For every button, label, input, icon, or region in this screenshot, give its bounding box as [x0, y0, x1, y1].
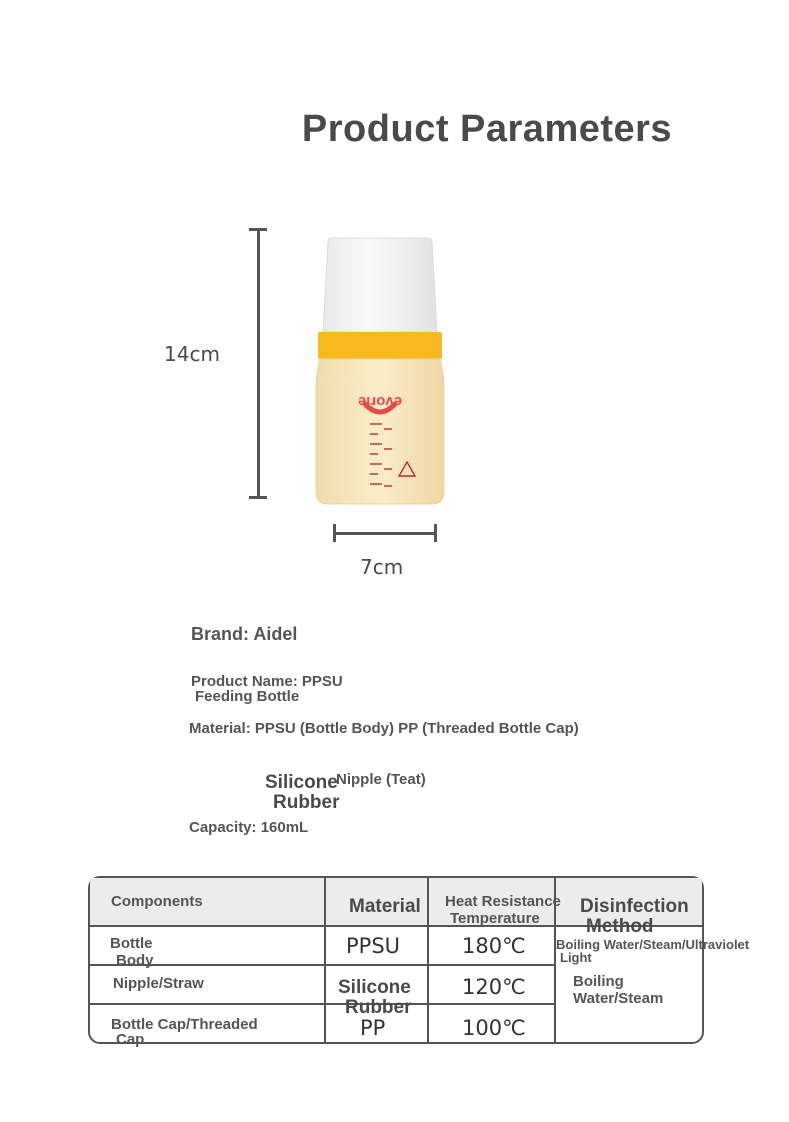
disinfection-1-line2: Light — [560, 950, 592, 965]
bottle-body — [316, 359, 444, 504]
brand-text: Brand: Aidel — [191, 624, 298, 644]
width-dimension-cap-left — [333, 524, 336, 542]
disinfection-2: Boiling Water/Steam — [573, 973, 664, 1007]
row1-component-line2: Body — [116, 952, 154, 969]
bottle-cap — [323, 238, 437, 332]
row1-material: PPSU — [346, 934, 401, 958]
row3-component-line2: Cap — [116, 1031, 145, 1048]
row2-material-line1: Silicone — [338, 977, 411, 998]
capacity-text: Capacity: 160mL — [189, 819, 309, 836]
row1-component-line1: Bottle — [110, 935, 153, 952]
row2-temp: 120℃ — [462, 975, 526, 999]
row1-temp: 180℃ — [462, 934, 526, 958]
header-disinfection-line1: Disinfection — [580, 896, 689, 917]
header-components: Components — [111, 893, 203, 910]
width-label: 7cm — [360, 555, 404, 579]
row3-temp: 100℃ — [462, 1016, 526, 1040]
row2-component: Nipple/Straw — [113, 975, 204, 992]
col-divider-1 — [324, 878, 326, 1042]
disinfection-1-line1: Boiling Water/Steam/Ultraviolet — [556, 937, 750, 952]
bottle-ring — [318, 332, 442, 359]
width-dimension-bar — [333, 532, 437, 535]
row3-material: PP — [360, 1016, 386, 1040]
col-divider-2 — [427, 878, 429, 1042]
row-divider-3 — [90, 1003, 556, 1005]
header-disinfection-line2: Method — [586, 916, 654, 937]
header-material: Material — [349, 896, 421, 917]
height-dimension-bar — [257, 228, 260, 499]
row3-component-line1: Bottle Cap/Threaded — [111, 1016, 258, 1033]
height-dimension-cap-bottom — [249, 496, 267, 499]
header-heat-line2: Temperature — [450, 910, 540, 927]
svg-text:evorie: evorie — [357, 393, 403, 410]
parameters-table — [88, 876, 750, 1048]
height-dimension-cap-top — [249, 228, 267, 231]
page-title: Product Parameters — [301, 108, 673, 150]
row-divider-2 — [90, 964, 556, 966]
product-name-line2: Feeding Bottle — [195, 688, 300, 705]
header-heat-line1: Heat Resistance — [445, 893, 561, 910]
material-text: Material: PPSU (Bottle Body) PP (Threaded Bottle Cap) — [189, 720, 579, 737]
row2-material-line2: Rubber — [345, 997, 412, 1018]
nipple-text: Nipple (Teat) — [336, 771, 426, 788]
height-label: 14cm — [164, 342, 220, 366]
silicone-line2: Rubber — [273, 792, 340, 813]
silicone-line1: Silicone — [265, 772, 338, 793]
bottle-logo — [358, 393, 402, 410]
width-dimension-cap-right — [434, 524, 437, 542]
bottle-illustration — [310, 234, 450, 509]
product-name-line1: Product Name: PPSU — [191, 673, 343, 690]
